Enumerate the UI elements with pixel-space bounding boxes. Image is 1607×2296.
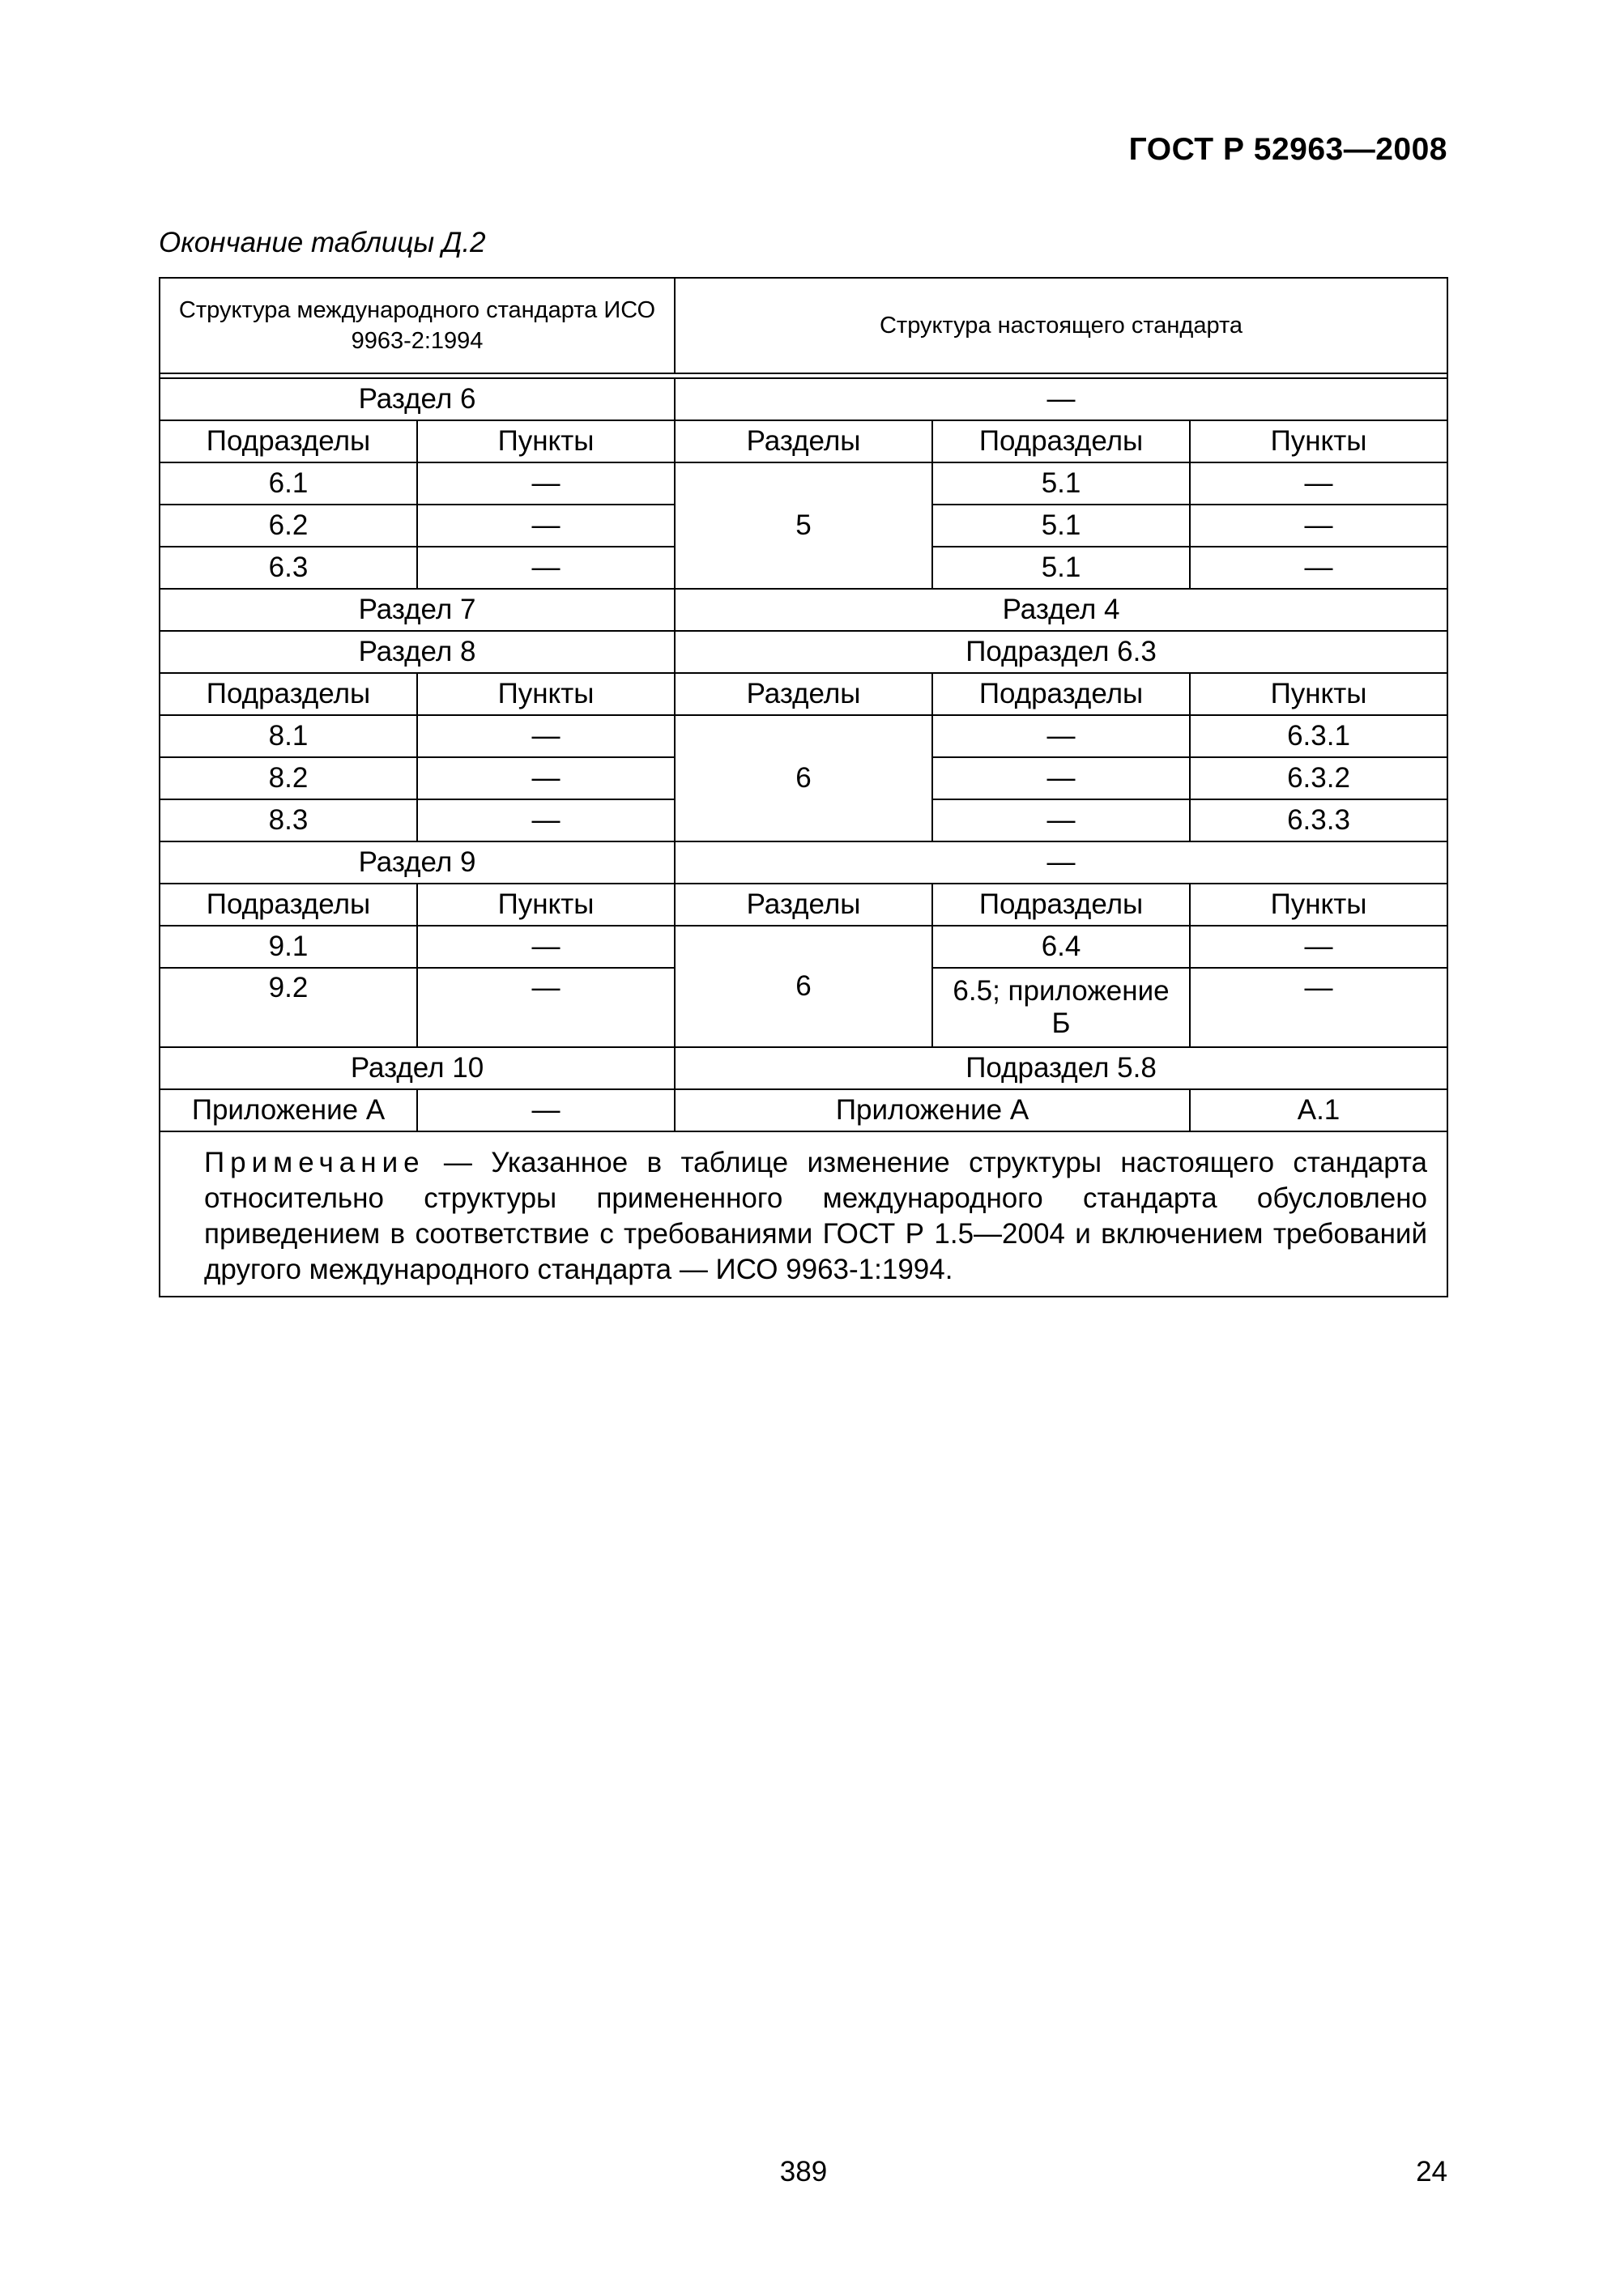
cell-appendix-left-item: — bbox=[417, 1089, 675, 1131]
cell-section: 5 bbox=[675, 462, 932, 589]
cell-subsection: 8.3 bbox=[160, 799, 417, 841]
left-section-title: Раздел 8 bbox=[160, 631, 675, 673]
header-intl-structure: Структура международного стандарта ИСО 9963-2:1994 bbox=[160, 278, 675, 373]
cell-right-item: — bbox=[1190, 462, 1447, 505]
right-section-title: — bbox=[675, 378, 1447, 420]
col-header-subsections: Подразделы bbox=[932, 673, 1190, 715]
table-caption: Окончание таблицы Д.2 bbox=[159, 227, 486, 258]
col-header-subsections: Подразделы bbox=[160, 673, 417, 715]
page-number-center: 389 bbox=[779, 2156, 828, 2187]
table-row bbox=[160, 715, 1447, 757]
col-header-subsections: Подразделы bbox=[160, 884, 417, 926]
header-this-structure: Структура настоящего стандарта bbox=[675, 278, 1447, 373]
table-note bbox=[160, 1131, 1447, 1297]
cell-right-subsection: — bbox=[932, 715, 1190, 757]
left-section-title: Раздел 10 bbox=[160, 1047, 675, 1089]
cell-subsection: 8.2 bbox=[160, 757, 417, 799]
cell-section: 6 bbox=[675, 926, 932, 1047]
cell-item: — bbox=[417, 757, 675, 799]
structure-comparison-table bbox=[159, 277, 1448, 1297]
cell-subsection: 9.2 bbox=[160, 968, 417, 1047]
right-section-title: Подраздел 6.3 bbox=[675, 631, 1447, 673]
right-section-title: Подраздел 5.8 bbox=[675, 1047, 1447, 1089]
note-text: — Указанное в таблице изменение структуры настоящего стандарта относительно структуры примененного международного стандарта обусловлено приведением в соответствие с требованиями ГОСТ Р 1.5—2004 и включением требований другого международного стандарта — ИСО 9963-1:1994. bbox=[204, 1147, 1428, 1285]
cell-appendix-right: Приложение А bbox=[675, 1089, 1190, 1131]
col-header-items: Пункты bbox=[1190, 884, 1447, 926]
cell-right-subsection: 5.1 bbox=[932, 505, 1190, 547]
cell-subsection: 8.1 bbox=[160, 715, 417, 757]
page-number-right: 24 bbox=[1416, 2156, 1447, 2187]
section-title-row bbox=[160, 589, 1447, 631]
cell-appendix-left: Приложение А bbox=[160, 1089, 417, 1131]
section-title-row bbox=[160, 841, 1447, 884]
cell-right-subsection: 6.4 bbox=[932, 926, 1190, 968]
cell-right-item: 6.3.2 bbox=[1190, 757, 1447, 799]
col-header-subsections: Подразделы bbox=[932, 884, 1190, 926]
col-header-items: Пункты bbox=[417, 884, 675, 926]
cell-right-subsection: — bbox=[932, 757, 1190, 799]
cell-item: — bbox=[417, 547, 675, 589]
cell-item: — bbox=[417, 462, 675, 505]
cell-right-subsection: 5.1 bbox=[932, 462, 1190, 505]
cell-right-subsection: 5.1 bbox=[932, 547, 1190, 589]
col-header-items: Пункты bbox=[1190, 420, 1447, 462]
col-header-items: Пункты bbox=[417, 420, 675, 462]
cell-item: — bbox=[417, 926, 675, 968]
table-header-row bbox=[160, 278, 1447, 373]
cell-section: 6 bbox=[675, 715, 932, 841]
cell-right-item: 6.3.3 bbox=[1190, 799, 1447, 841]
cell-subsection: 6.1 bbox=[160, 462, 417, 505]
cell-subsection: 6.2 bbox=[160, 505, 417, 547]
cell-subsection: 9.1 bbox=[160, 926, 417, 968]
cell-item: — bbox=[417, 505, 675, 547]
section-title-row bbox=[160, 1047, 1447, 1089]
cell-item: — bbox=[417, 968, 675, 1047]
table-row bbox=[160, 462, 1447, 505]
column-header-row bbox=[160, 420, 1447, 462]
col-header-items: Пункты bbox=[1190, 673, 1447, 715]
left-section-title: Раздел 9 bbox=[160, 841, 675, 884]
document-code: ГОСТ Р 52963—2008 bbox=[1128, 132, 1447, 167]
col-header-sections: Разделы bbox=[675, 884, 932, 926]
col-header-subsections: Подразделы bbox=[932, 420, 1190, 462]
cell-right-subsection: — bbox=[932, 799, 1190, 841]
col-header-sections: Разделы bbox=[675, 420, 932, 462]
left-section-title: Раздел 7 bbox=[160, 589, 675, 631]
col-header-items: Пункты bbox=[417, 673, 675, 715]
column-header-row bbox=[160, 884, 1447, 926]
column-header-row bbox=[160, 673, 1447, 715]
cell-item: — bbox=[417, 715, 675, 757]
note-row bbox=[160, 1131, 1447, 1297]
cell-right-item: — bbox=[1190, 926, 1447, 968]
cell-subsection: 6.3 bbox=[160, 547, 417, 589]
section-title-row bbox=[160, 378, 1447, 420]
cell-right-item: 6.3.1 bbox=[1190, 715, 1447, 757]
appendix-row bbox=[160, 1089, 1447, 1131]
cell-right-item: — bbox=[1190, 968, 1447, 1047]
cell-appendix-right-item: А.1 bbox=[1190, 1089, 1447, 1131]
right-section-title: Раздел 4 bbox=[675, 589, 1447, 631]
cell-right-item: — bbox=[1190, 505, 1447, 547]
left-section-title: Раздел 6 bbox=[160, 378, 675, 420]
section-title-row bbox=[160, 631, 1447, 673]
col-header-subsections: Подразделы bbox=[160, 420, 417, 462]
col-header-sections: Разделы bbox=[675, 673, 932, 715]
right-section-title: — bbox=[675, 841, 1447, 884]
cell-item: — bbox=[417, 799, 675, 841]
cell-right-item: — bbox=[1190, 547, 1447, 589]
note-label: Примечание bbox=[204, 1147, 425, 1178]
table-row bbox=[160, 926, 1447, 968]
cell-right-subsection: 6.5; приложение Б bbox=[932, 968, 1190, 1047]
